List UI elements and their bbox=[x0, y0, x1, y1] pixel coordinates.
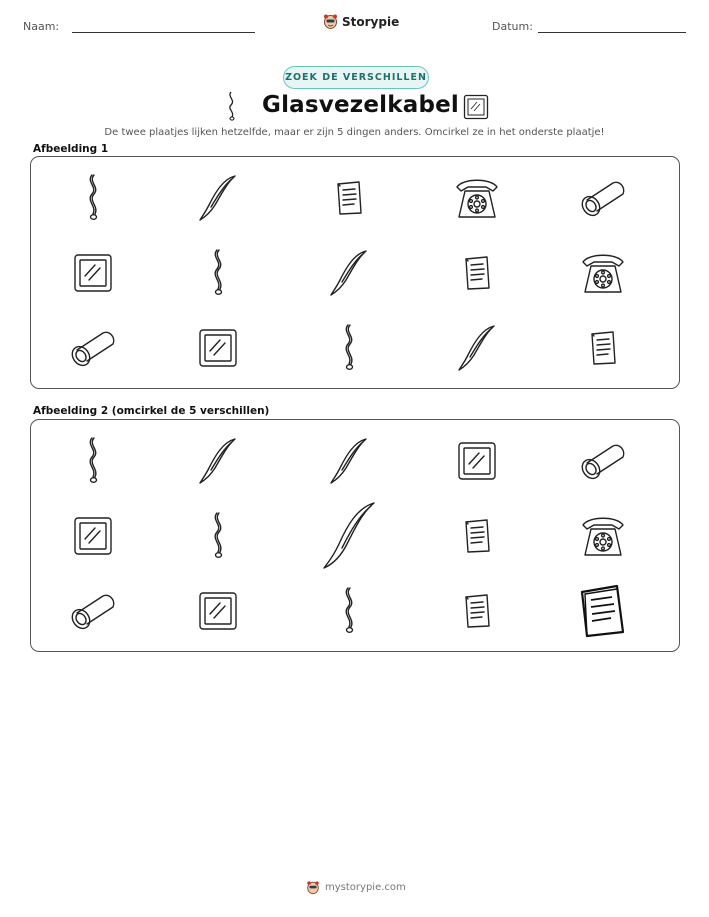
date-label: Datum: bbox=[492, 20, 533, 33]
picture1-fiber-strand-icon[interactable] bbox=[337, 322, 361, 374]
mascot-icon bbox=[306, 880, 320, 895]
picture1-label: Afbeelding 1 bbox=[33, 143, 109, 155]
brand-name: Storypie bbox=[342, 14, 400, 29]
picture1-cable-tube-icon[interactable] bbox=[577, 177, 629, 219]
picture2-fiber-curve-large-icon[interactable] bbox=[319, 500, 379, 572]
picture1-notebook-icon[interactable] bbox=[462, 254, 492, 292]
picture2-fiber-strand-icon[interactable] bbox=[206, 510, 230, 562]
picture2-notebook-icon[interactable] bbox=[462, 517, 492, 555]
picture1-glass-square-icon[interactable] bbox=[197, 327, 239, 369]
name-label: Naam: bbox=[23, 20, 60, 33]
picture1-fiber-strand-icon[interactable] bbox=[81, 172, 105, 224]
picture2-notebook-large-icon[interactable] bbox=[577, 582, 629, 640]
picture1-cable-tube-icon[interactable] bbox=[67, 327, 119, 369]
page-title: Glasvezelkabel bbox=[262, 92, 459, 118]
picture1-fiber-curve-icon[interactable] bbox=[326, 248, 372, 298]
picture1-telephone-icon[interactable] bbox=[453, 175, 501, 221]
picture2-cable-tube-icon[interactable] bbox=[67, 590, 119, 632]
brand-logo bbox=[323, 13, 399, 30]
picture2-fiber-curve-icon[interactable] bbox=[195, 436, 241, 486]
picture1-telephone-icon[interactable] bbox=[579, 250, 627, 296]
picture1-panel bbox=[30, 156, 680, 389]
picture2-cable-tube-icon[interactable] bbox=[577, 440, 629, 482]
picture1-fiber-curve-icon[interactable] bbox=[454, 323, 500, 373]
picture2-fiber-strand-icon[interactable] bbox=[81, 435, 105, 487]
footer-site: mystorypie.com bbox=[325, 882, 406, 893]
picture1-notebook-icon[interactable] bbox=[334, 179, 364, 217]
date-field[interactable] bbox=[538, 32, 686, 33]
instructions-text: De twee plaatjes lijken hetzelfde, maar er zijn 5 dingen anders. Omcirkel ze in het onderste plaatje! bbox=[104, 127, 605, 138]
footer bbox=[306, 880, 406, 895]
picture2-panel bbox=[30, 419, 680, 652]
picture2-fiber-curve-icon[interactable] bbox=[326, 436, 372, 486]
picture2-label: Afbeelding 2 (omcirkel de 5 verschillen) bbox=[33, 405, 270, 417]
picture1-fiber-curve-icon[interactable] bbox=[195, 173, 241, 223]
glass-square-icon bbox=[463, 94, 489, 120]
mascot-icon bbox=[323, 13, 338, 30]
activity-badge: ZOEK DE VERSCHILLEN bbox=[283, 66, 429, 89]
picture2-notebook-icon[interactable] bbox=[462, 592, 492, 630]
picture1-glass-square-icon[interactable] bbox=[72, 252, 114, 294]
picture1-notebook-icon[interactable] bbox=[588, 329, 618, 367]
fiber-strand-icon bbox=[224, 90, 240, 122]
picture2-glass-square-icon[interactable] bbox=[456, 440, 498, 482]
picture1-grid bbox=[31, 157, 679, 388]
name-field[interactable] bbox=[72, 32, 255, 33]
picture2-fiber-strand-icon[interactable] bbox=[337, 585, 361, 637]
picture1-fiber-strand-icon[interactable] bbox=[206, 247, 230, 299]
picture2-telephone-icon[interactable] bbox=[579, 513, 627, 559]
picture2-glass-square-icon[interactable] bbox=[197, 590, 239, 632]
picture2-glass-square-icon[interactable] bbox=[72, 515, 114, 557]
picture2-grid bbox=[31, 420, 679, 651]
